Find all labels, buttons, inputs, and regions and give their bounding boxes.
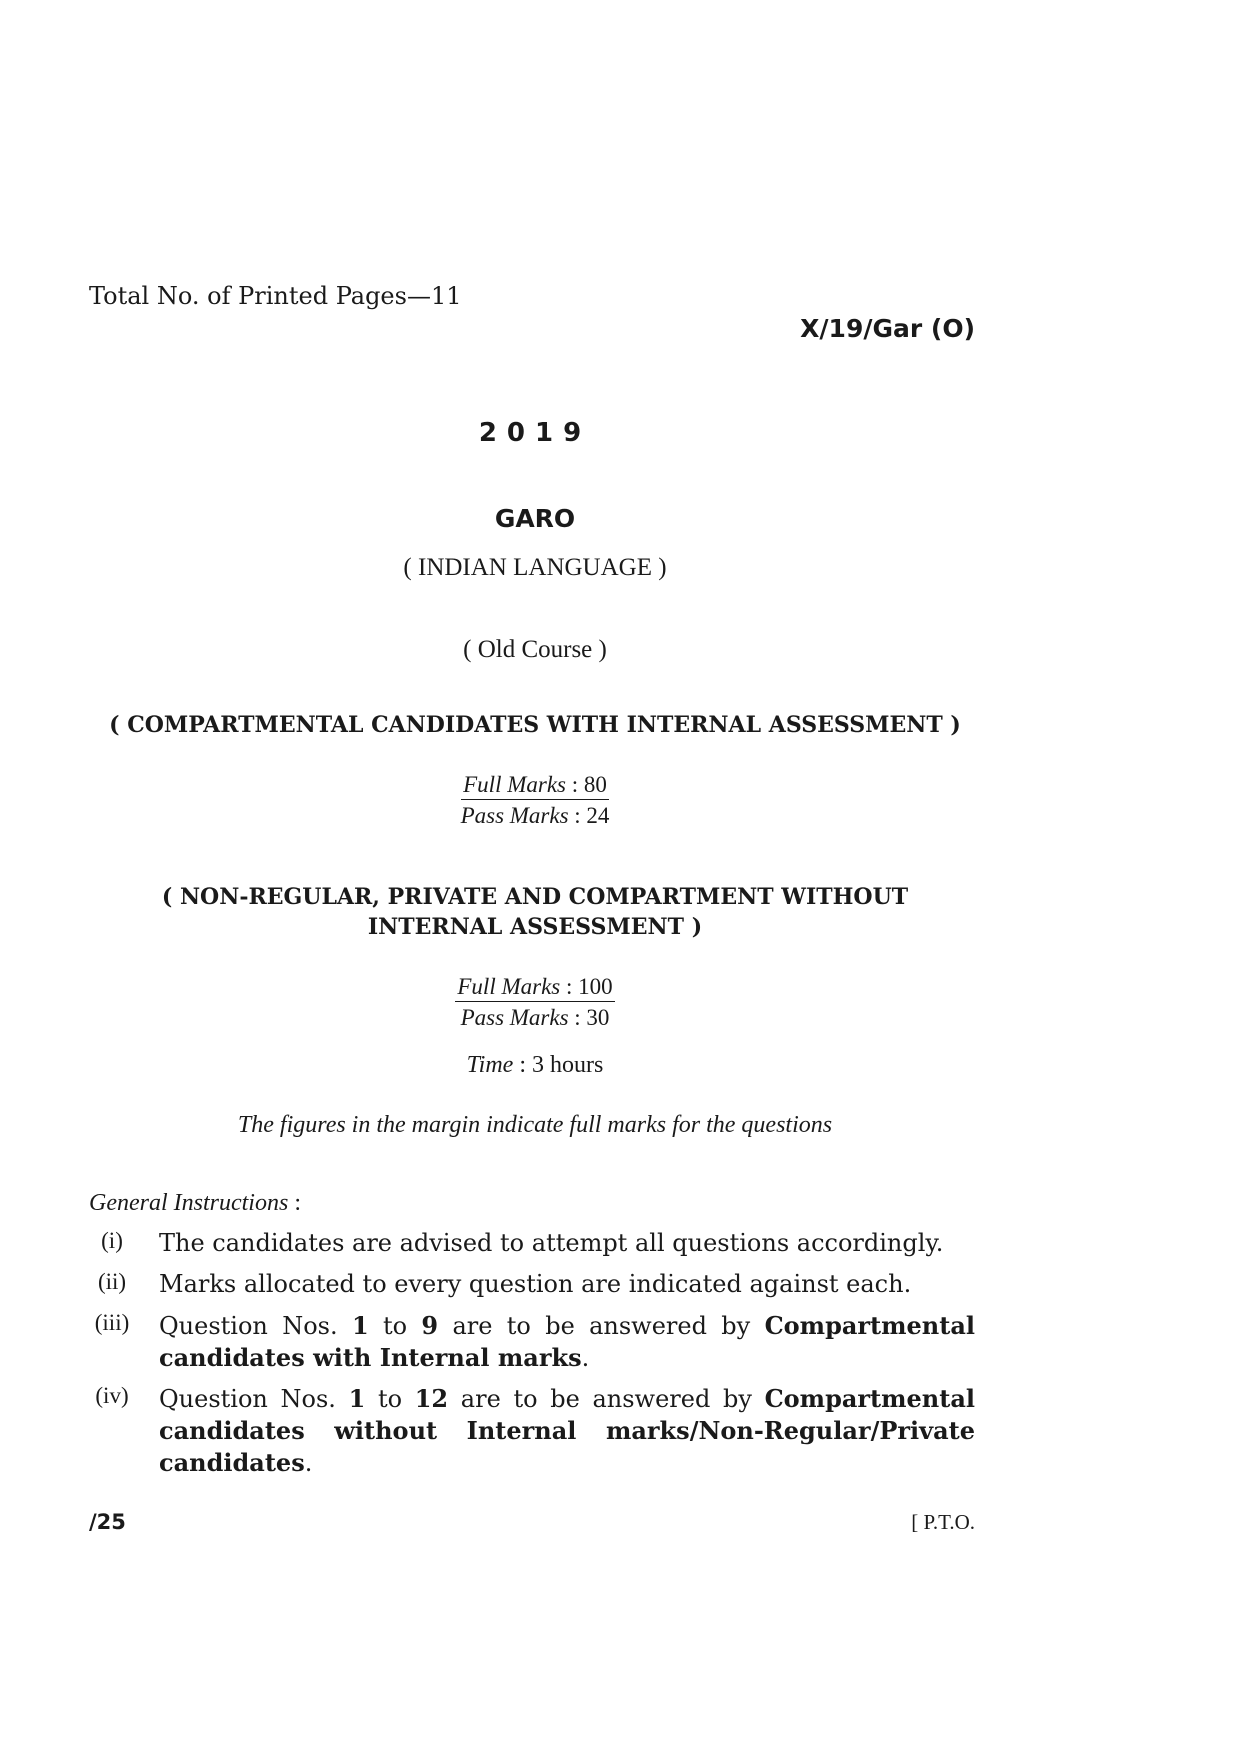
section-1-marks xyxy=(0,772,1070,829)
bold-part: 12 xyxy=(414,1384,449,1413)
full-marks-label: Full Marks xyxy=(457,974,561,999)
instruction-item xyxy=(89,1269,975,1300)
section-1-heading: ( COMPARTMENTAL CANDIDATES WITH INTERNAL ASSESSMENT ) xyxy=(109,712,961,738)
instruction-number: (ii) xyxy=(97,1269,127,1294)
text-part: Question Nos. xyxy=(159,1385,349,1413)
text-part: . xyxy=(581,1344,590,1372)
instructions-label-text: General Instructions xyxy=(89,1190,289,1216)
marks-fraction xyxy=(455,974,614,1031)
bold-part: 1 xyxy=(348,1384,366,1413)
marks-fraction xyxy=(461,772,610,829)
instruction-number: (iii) xyxy=(94,1310,130,1335)
full-marks-value: : 100 xyxy=(565,974,613,999)
course-subtitle: ( Old Course ) xyxy=(463,636,607,663)
exam-year: 2019 xyxy=(478,418,592,448)
text-part: to xyxy=(365,1385,415,1413)
text-part: are to be answered by xyxy=(438,1312,765,1340)
bold-part: Compartmental candidates without Internal marks/Non-Regular/Private candidates xyxy=(159,1384,975,1477)
instructions-label-suffix: : xyxy=(288,1190,301,1216)
footer-page-code: /25 xyxy=(89,1510,126,1534)
pass-marks-value: : 24 xyxy=(574,803,610,828)
pass-marks-label: Pass Marks xyxy=(460,803,569,828)
instruction-text xyxy=(159,1310,975,1374)
instruction-text: Marks allocated to every question are indicated against each. xyxy=(159,1270,912,1298)
time-line xyxy=(0,1052,1070,1079)
bold-part: 1 xyxy=(351,1311,369,1340)
pass-marks-line xyxy=(461,800,610,829)
text-part: Question Nos. xyxy=(159,1312,352,1340)
footer-pto: [ P.T.O. xyxy=(911,1510,975,1534)
instruction-number: (iv) xyxy=(95,1383,129,1408)
time-label: Time xyxy=(466,1052,514,1078)
instruction-item xyxy=(89,1228,975,1259)
pass-marks-line xyxy=(455,1002,614,1031)
text-part: are to be answered by xyxy=(448,1385,765,1413)
paper-code: X/19/Gar (O) xyxy=(800,314,975,343)
instruction-number: (i) xyxy=(101,1228,123,1253)
instruction-item xyxy=(89,1310,975,1374)
section-2-marks xyxy=(0,974,1070,1031)
full-marks-value: : 80 xyxy=(571,772,607,797)
pass-marks-value: : 30 xyxy=(574,1005,610,1030)
full-marks-label: Full Marks xyxy=(463,772,566,797)
margin-note: The figures in the margin indicate full marks for the questions xyxy=(237,1112,833,1138)
full-marks-line xyxy=(455,974,614,1002)
text-part: . xyxy=(304,1449,313,1477)
total-pages-text: Total No. of Printed Pages—11 xyxy=(89,282,462,310)
language-subtitle: ( INDIAN LANGUAGE ) xyxy=(403,554,667,581)
bold-part: Compartmental candidates with Internal marks xyxy=(159,1311,975,1372)
time-value: : 3 hours xyxy=(519,1052,604,1078)
subject-title: GARO xyxy=(494,504,576,533)
general-instructions-label xyxy=(89,1190,301,1217)
full-marks-line xyxy=(461,772,610,800)
section-2-heading-line2: INTERNAL ASSESSMENT ) xyxy=(367,914,703,940)
bold-part: 9 xyxy=(421,1311,439,1340)
instruction-text: The candidates are advised to attempt all questions accordingly. xyxy=(159,1229,944,1257)
section-2-heading-line1: ( NON-REGULAR, PRIVATE AND COMPARTMENT WITHOUT xyxy=(161,884,909,910)
pass-marks-label: Pass Marks xyxy=(460,1005,569,1030)
instruction-item xyxy=(89,1383,975,1479)
instruction-text xyxy=(159,1383,975,1479)
text-part: to xyxy=(368,1312,422,1340)
